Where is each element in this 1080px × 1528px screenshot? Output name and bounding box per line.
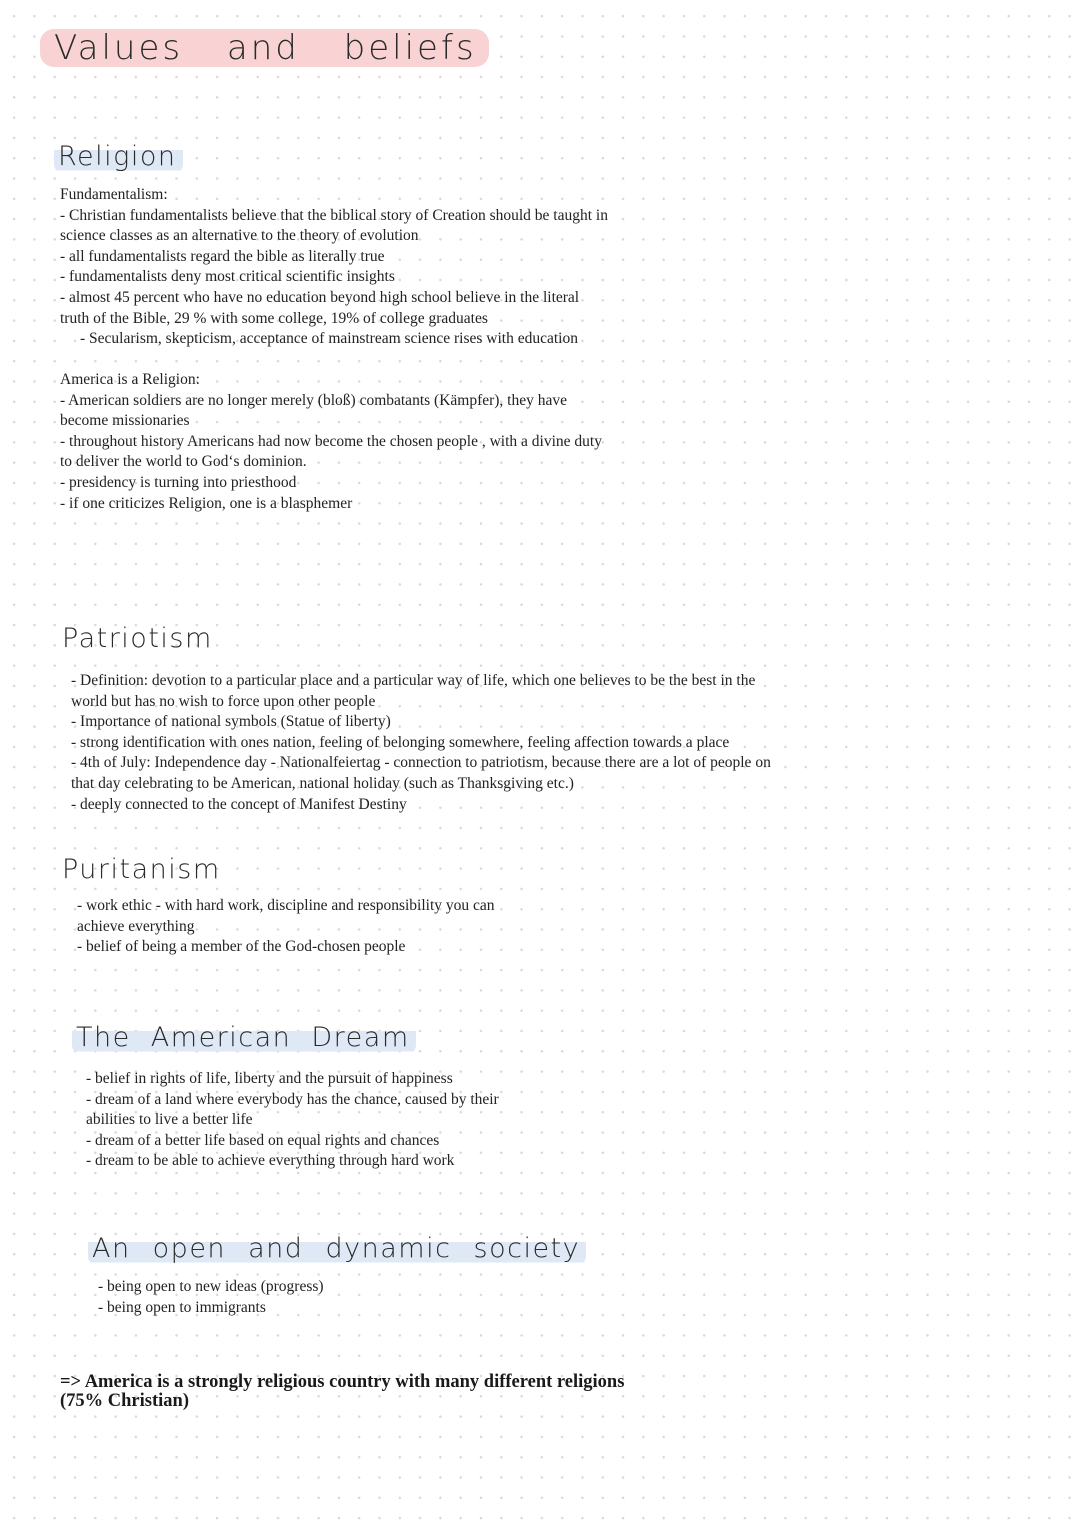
text-line: - work ethic - with hard work, discipline and responsibility you can bbox=[77, 897, 495, 914]
text-line: - throughout history Americans had now become the chosen people , with a divine duty bbox=[60, 432, 602, 450]
text-line: - dream to be able to achieve everything through hard work bbox=[86, 1152, 455, 1170]
conclusion-line: => America is a strongly religious country with many different religions bbox=[60, 1372, 625, 1392]
page-title-text: Values and beliefs bbox=[40, 29, 489, 67]
text-line: - being open to new ideas (progress) bbox=[98, 1278, 324, 1295]
text-line: to deliver the world to God‘s dominion. bbox=[60, 453, 307, 471]
fundamentalism-block bbox=[60, 185, 608, 350]
conclusion bbox=[60, 1373, 624, 1411]
text-line: - 4th of July: Independence day - Nationalfeiertag - connection to patriotism, because there are a lot of people on bbox=[71, 754, 771, 772]
page-title bbox=[40, 30, 489, 66]
text-line: that day celebrating to be American, national holiday (such as Thanksgiving etc.) bbox=[71, 774, 574, 792]
text-line: - Definition: devotion to a particular place and a particular way of life, which one believes to be the best in the bbox=[71, 672, 756, 689]
text-line: - Christian fundamentalists believe that the biblical story of Creation should be taught in bbox=[60, 206, 608, 224]
text-line: achieve everything bbox=[77, 917, 195, 935]
text-line: America is a Religion: bbox=[60, 371, 200, 388]
patriotism-block bbox=[71, 671, 771, 815]
open-society-heading: An open and dynamic society bbox=[88, 1232, 586, 1266]
text-line: become missionaries bbox=[60, 412, 190, 430]
text-line: - Importance of national symbols (Statue of liberty) bbox=[71, 713, 391, 731]
text-line: - being open to immigrants bbox=[98, 1298, 266, 1316]
text-line: Fundamentalism: bbox=[60, 186, 168, 203]
text-line: - dream of a land where everybody has the chance, caused by their bbox=[86, 1090, 499, 1108]
puritanism-heading: Puritanism bbox=[62, 854, 221, 885]
text-line: - belief in rights of life, liberty and the pursuit of happiness bbox=[86, 1070, 453, 1087]
text-line: - American soldiers are no longer merely (bloß) combatants (Kämpfer), they have bbox=[60, 391, 568, 409]
text-line: - presidency is turning into priesthood bbox=[60, 473, 297, 491]
text-line: - deeply connected to the concept of Manifest Destiny bbox=[71, 795, 407, 813]
america-religion-block bbox=[60, 370, 602, 514]
american-dream-heading: The American Dream bbox=[72, 1021, 416, 1055]
open-society-block bbox=[98, 1277, 324, 1318]
text-line: world but has no wish to force upon other people bbox=[71, 692, 376, 710]
text-line: - all fundamentalists regard the bible as literally true bbox=[60, 247, 385, 265]
text-line: - almost 45 percent who have no education beyond high school believe in the literal bbox=[60, 288, 580, 306]
religion-heading: Religion bbox=[54, 140, 183, 174]
text-line: - Secularism, skepticism, acceptance of mainstream science rises with education bbox=[80, 330, 578, 348]
american-dream-block bbox=[86, 1069, 499, 1172]
text-line: - dream of a better life based on equal rights and chances bbox=[86, 1131, 440, 1149]
puritanism-block bbox=[77, 896, 495, 958]
text-line: - strong identification with ones nation, feeling of belonging somewhere, feeling affection towards a place bbox=[71, 733, 730, 751]
text-line: - belief of being a member of the God-chosen people bbox=[77, 938, 406, 956]
conclusion-line: (75% Christian) bbox=[60, 1391, 189, 1411]
patriotism-heading: Patriotism bbox=[62, 623, 213, 654]
text-line: science classes as an alternative to the theory of evolution bbox=[60, 227, 419, 245]
text-line: - if one criticizes Religion, one is a blasphemer bbox=[60, 494, 353, 512]
text-line: truth of the Bible, 29 % with some college, 19% of college graduates bbox=[60, 309, 488, 327]
text-line: abilities to live a better life bbox=[86, 1111, 253, 1129]
text-line: - fundamentalists deny most critical scientific insights bbox=[60, 268, 395, 286]
